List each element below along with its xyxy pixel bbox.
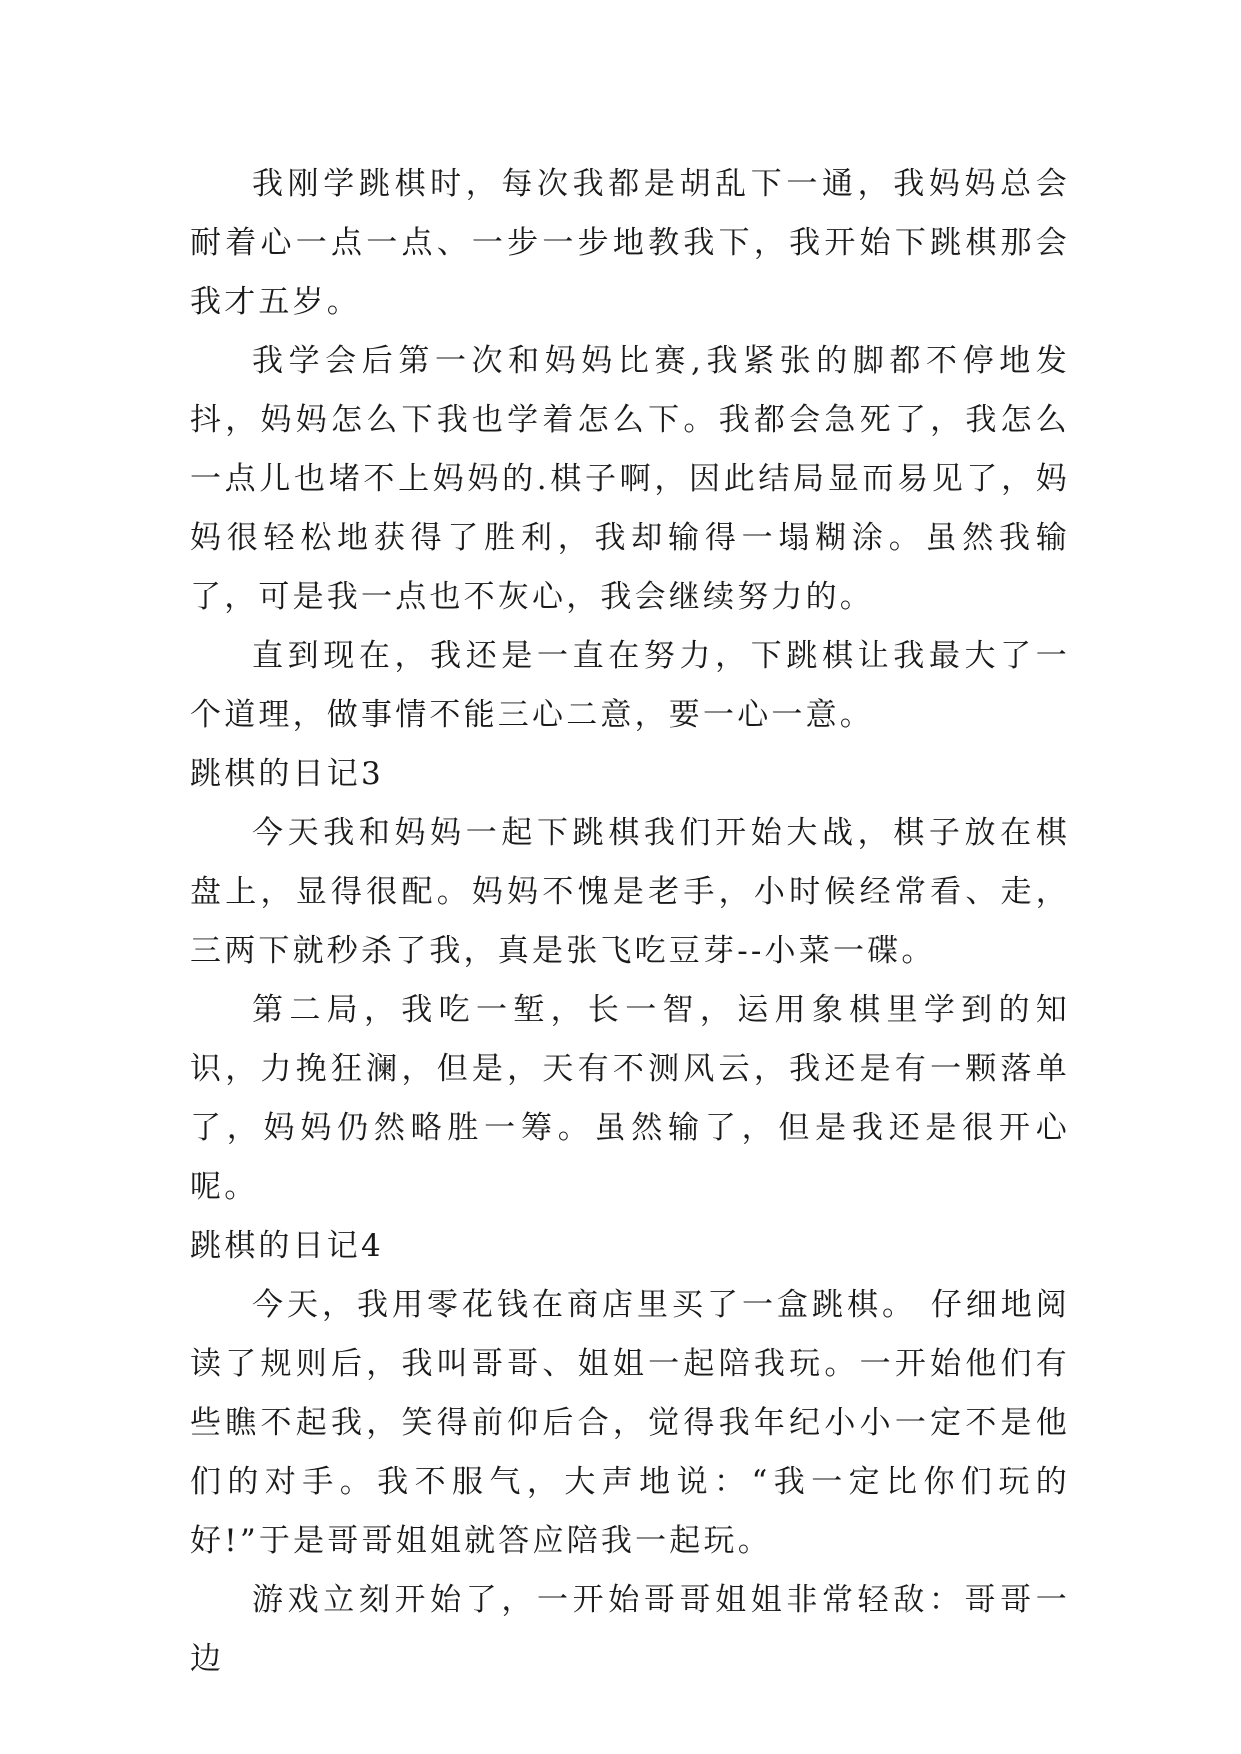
paragraph: 今天我和妈妈一起下跳棋我们开始大战，棋子放在棋盘上，显得很配。妈妈不愧是老手，小时候经常看、走，三两下就秒杀了我，真是张飞吃豆芽--小菜一碟。 bbox=[190, 815, 1070, 969]
section-heading: 跳棋的日记4 bbox=[190, 1228, 384, 1264]
document-body bbox=[190, 155, 1070, 1689]
paragraph: 第二局，我吃一堑，长一智，运用象棋里学到的知识，力挽狂澜，但是，天有不测风云，我还是有一颗落单了，妈妈仍然略胜一筹。虽然输了，但是我还是很开心呢。 bbox=[190, 992, 1070, 1205]
paragraph: 直到现在，我还是一直在努力，下跳棋让我最大了一个道理，做事情不能三心二意，要一心一意。 bbox=[190, 638, 1070, 733]
paragraph: 我学会后第一次和妈妈比赛,我紧张的脚都不停地发抖，妈妈怎么下我也学着怎么下。我都会急死了，我怎么一点儿也堵不上妈妈的.棋子啊，因此结局显而易见了，妈妈很轻松地获得了胜利，我却输得一塌糊涂。虽然我输了，可是我一点也不灰心，我会继续努力的。 bbox=[190, 343, 1070, 615]
paragraph: 我刚学跳棋时，每次我都是胡乱下一通，我妈妈总会耐着心一点一点、一步一步地教我下，我开始下跳棋那会我才五岁。 bbox=[190, 166, 1070, 320]
section-heading: 跳棋的日记3 bbox=[190, 756, 384, 792]
paragraph: 游戏立刻开始了，一开始哥哥姐姐非常轻敌：哥哥一边 bbox=[190, 1582, 1070, 1677]
paragraph: 今天，我用零花钱在商店里买了一盒跳棋。 仔细地阅读了规则后，我叫哥哥、姐姐一起陪我玩。一开始他们有些瞧不起我，笑得前仰后合，觉得我年纪小小一定不是他们的对手。我不服气，大声地说：“我一定比你们玩的好!”于是哥哥姐姐就答应陪我一起玩。 bbox=[190, 1287, 1070, 1559]
